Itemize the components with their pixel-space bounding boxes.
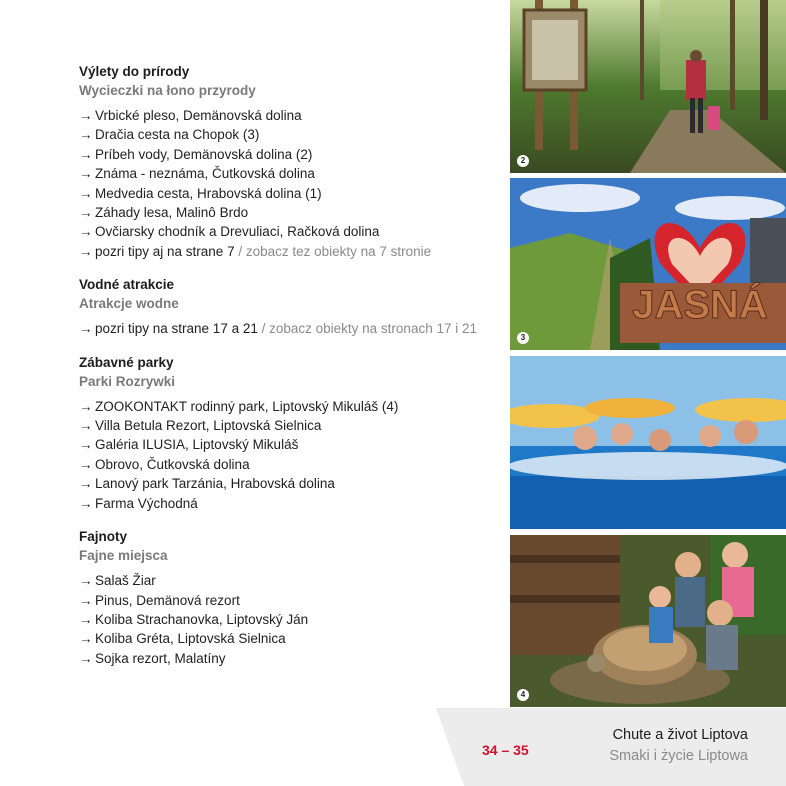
item-text: Pinus, Demänová rezort bbox=[95, 592, 240, 608]
footer-title-pl: Smaki i życie Liptowa bbox=[609, 748, 748, 764]
section-fajnoty bbox=[79, 527, 499, 668]
item-list bbox=[79, 319, 499, 338]
page-numbers: 34 – 35 bbox=[482, 742, 529, 758]
list-item bbox=[79, 319, 499, 338]
list-item bbox=[79, 455, 499, 474]
photo-pool-children bbox=[510, 356, 786, 529]
photo-forest-trail bbox=[510, 0, 786, 173]
photo-number-badge: 2 bbox=[517, 155, 529, 167]
item-text: Villa Betula Rezort, Liptovská Sielnica bbox=[95, 418, 322, 434]
section-water-attractions bbox=[79, 275, 499, 338]
photo-column bbox=[510, 0, 786, 707]
arrow-icon: → bbox=[79, 476, 93, 492]
arrow-icon: → bbox=[79, 185, 93, 201]
arrow-icon: → bbox=[79, 650, 93, 666]
arrow-icon: → bbox=[79, 205, 93, 221]
jasna-sign-text: JASNÁ bbox=[632, 283, 768, 327]
list-item bbox=[79, 164, 499, 183]
photo-jasna-sign bbox=[510, 178, 786, 350]
list-item bbox=[79, 125, 499, 144]
photo-tortoise-children bbox=[510, 535, 786, 707]
list-item bbox=[79, 629, 499, 648]
item-text-pl: / zobacz tez obiekty na 7 stronie bbox=[234, 243, 432, 259]
section-amusement-parks bbox=[79, 353, 499, 513]
list-item bbox=[79, 435, 499, 454]
arrow-icon: → bbox=[79, 437, 93, 453]
item-text: ZOOKONTAKT rodinný park, Liptovský Mikuláš (4) bbox=[95, 398, 399, 414]
list-item bbox=[79, 494, 499, 513]
arrow-icon: → bbox=[79, 398, 93, 414]
photo-number-badge: 3 bbox=[517, 332, 529, 344]
arrow-icon: → bbox=[79, 166, 93, 182]
item-text: Salaš Žiar bbox=[95, 573, 156, 589]
list-item bbox=[79, 474, 499, 493]
item-text: Obrovo, Čutkovská dolina bbox=[95, 456, 250, 472]
arrow-icon: → bbox=[79, 592, 93, 608]
arrow-icon: → bbox=[79, 243, 93, 259]
arrow-icon: → bbox=[79, 573, 93, 589]
section-title: Vodné atrakcie bbox=[79, 277, 175, 293]
arrow-icon: → bbox=[79, 495, 93, 511]
item-text: Známa - neznáma, Čutkovská dolina bbox=[95, 166, 315, 182]
section-title: Výlety do prírody bbox=[79, 64, 190, 79]
section-title: Zábavné parky bbox=[79, 354, 174, 370]
photo-number-badge: 4 bbox=[517, 689, 529, 701]
list-item bbox=[79, 397, 499, 416]
item-text: Medvedia cesta, Hrabovská dolina (1) bbox=[95, 185, 322, 201]
item-text-pl: / zobacz obiekty na stronach 17 i 21 bbox=[257, 321, 477, 337]
item-text: pozri tipy aj na strane 7 bbox=[95, 243, 235, 259]
item-text: Príbeh vody, Demänovská dolina (2) bbox=[95, 146, 313, 162]
list-item bbox=[79, 242, 499, 261]
list-item bbox=[79, 184, 499, 203]
list-item bbox=[79, 571, 499, 590]
item-text: pozri tipy na strane 17 a 21 bbox=[95, 321, 258, 337]
section-subtitle: Parki Rozrywki bbox=[79, 373, 176, 389]
item-text: Farma Východná bbox=[95, 495, 198, 511]
list-item bbox=[79, 222, 499, 241]
section-subtitle: Atrakcje wodne bbox=[79, 296, 179, 312]
list-item bbox=[79, 416, 499, 435]
arrow-icon: → bbox=[79, 224, 93, 240]
item-text: Koliba Strachanovka, Liptovský Ján bbox=[95, 611, 309, 627]
item-list bbox=[79, 397, 499, 513]
item-text: Dračia cesta na Chopok (3) bbox=[95, 127, 260, 143]
arrow-icon: → bbox=[79, 108, 93, 123]
section-subtitle: Wycieczki na łono przyrody bbox=[79, 83, 256, 98]
item-text: Ovčiarsky chodník a Drevuliaci, Račková dolina bbox=[95, 224, 380, 240]
item-text: Galéria ILUSIA, Liptovský Mikuláš bbox=[95, 437, 299, 453]
item-text: Vrbické pleso, Demänovská dolina bbox=[95, 108, 302, 123]
section-subtitle: Fajne miejsca bbox=[79, 548, 168, 564]
arrow-icon: → bbox=[79, 631, 93, 647]
list-item bbox=[79, 591, 499, 610]
item-text: Záhady lesa, Malinô Brdo bbox=[95, 205, 249, 221]
content-column bbox=[79, 62, 499, 682]
arrow-icon: → bbox=[79, 456, 93, 472]
footer-title-sk: Chute a život Liptova bbox=[612, 727, 748, 743]
item-text: Sojka rezort, Malatíny bbox=[95, 650, 226, 666]
arrow-icon: → bbox=[79, 146, 93, 162]
arrow-icon: → bbox=[79, 321, 93, 337]
item-list bbox=[79, 106, 499, 261]
item-text: Lanový park Tarzánia, Hrabovská dolina bbox=[95, 476, 335, 492]
item-text: Koliba Gréta, Liptovská Sielnica bbox=[95, 631, 286, 647]
list-item bbox=[79, 145, 499, 164]
item-list bbox=[79, 571, 499, 668]
list-item bbox=[79, 106, 499, 125]
arrow-icon: → bbox=[79, 611, 93, 627]
section-title: Fajnoty bbox=[79, 529, 128, 545]
arrow-icon: → bbox=[79, 127, 93, 143]
list-item bbox=[79, 610, 499, 629]
arrow-icon: → bbox=[79, 418, 93, 434]
section-nature-trips bbox=[79, 62, 499, 261]
list-item bbox=[79, 203, 499, 222]
list-item bbox=[79, 649, 499, 668]
